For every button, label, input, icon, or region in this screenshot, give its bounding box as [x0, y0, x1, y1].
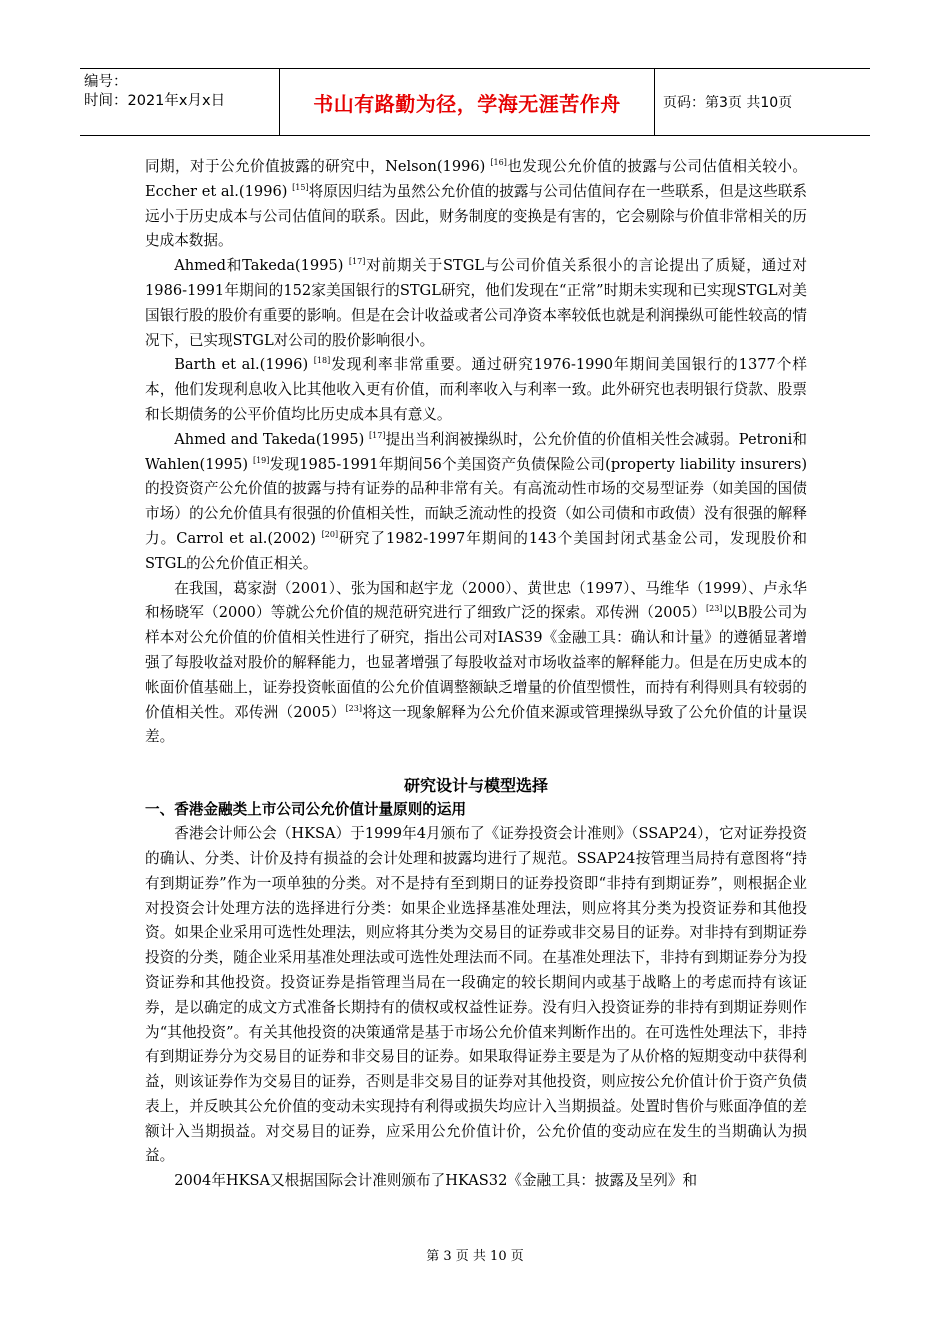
- citation-marker: [16]: [490, 158, 507, 167]
- citation-marker: [17]: [369, 430, 386, 440]
- citation-marker: [23]: [345, 703, 362, 713]
- section-title: 研究设计与模型选择: [403, 776, 548, 796]
- header-page-number: 页码：第3页 共10页: [663, 95, 793, 111]
- body-paragraph: Ahmed和Takeda(1995) [17]对前期关于STGL与公司价值关系很小的言论提出了质疑，通过对1986-1991年期间的152家美国银行的STGL研究，他们发现在“正常”时期未实现和已实现STGL对美国银行股的股价有重要的影响。但是在会计收益或者公司净资本率较低也就是利润操纵可能性较高的情况下，已实现STGL对公司的股价影响很小。: [145, 257, 807, 349]
- page-footer: 第 3 页 共 10 页: [426, 1249, 524, 1264]
- section-paragraphs: [145, 822, 807, 1194]
- header-motto: 书山有路勤为径，学海无涯苦作舟: [280, 69, 655, 135]
- body-paragraph: Ahmed and Takeda(1995) [17]提出当利润被操纵时，公允价值的价值相关性会减弱。Petroni和Wahlen(1995) [19]发现1985-1991年期间56个美国资产负债保险公司(property liability insurers)的投资资产公允价值的披露与持有证券的品种非常有关。有高流动性市场的交易型证券（如美国的国债市场）的公允价值具有很强的价值相关性，而缺乏流动性的投资（如公司债和市政债）没有很强的解释力。Carrol et al.(2002) [20]研究了1982-1997年期间的143个美国封闭式基金公司，发现股价和STGL的公允价值正相关。: [145, 430, 808, 572]
- citation-marker: [19]: [252, 455, 270, 465]
- page-header: [80, 68, 870, 136]
- body-paragraph: 在我国，葛家澍（2001）、张为国和赵宇龙（2000）、黄世忠（1997）、马维华（1999）、卢永华和杨晓军（2000）等就公允价值的规范研究进行了细致广泛的探索。邓传洲（2005）[23]以B股公司为样本对公允价值的价值相关性进行了研究，指出公司对IAS39《金融工具：确认和计量》的遵循显著增强了每股收益对股价的解释能力，也显著增强了每股收益对市场收益率的解释能力。但是在历史成本的帐面价值基础上，证券投资帐面值的公允价值调整额缺乏增量的价值型惯性，而持有利得则具有较弱的价值相关性。邓传洲（2005）[23]将这一现象解释为公允价值来源或管理操纵导致了公允价值的计量误差。: [145, 579, 807, 746]
- body-paragraph: 香港会计师公会（HKSA）于1999年4月颁布了《证券投资会计准则》（SSAP24），它对证券投资的确认、分类、计价及持有损益的会计处理和披露均进行了规范。SSAP24按管理当局持有意图将“持有到期证券”作为一项单独的分类。对不是持有至到期日的证券投资即“非持有到期证券”，则根据企业对投资会计处理方法的选择进行分类：如果企业选择基准处理法，则应将其分类为投资证券和其他投资。如果企业采用可选性处理法，则应将其分类为交易目的证券或非交易目的证券。对非持有到期证券投资的分类，随企业采用基准处理法或可选性处理法而不同。在基准处理法下，非持有到期证券分为投资证券和其他投资。投资证券是指管理当局在一段确定的较长期间内或基于战略上的考虑而持有该证券，是以确定的成文方式准备长期持有的债权或权益性证券。没有归入投资证券的非持有到期证券则作为“其他投资”。有关其他投资的决策通常是基于市场公允价值来判断作出的。在可选性处理法下，非持有到期证券分为交易目的证券和非交易目的证券。如果取得证券主要是为了从价格的短期变动中获得利益，则该证券作为交易目的证券，否则是非交易目的证券对其他投资，则应按公允价值计价于资产负债表上，并反映其公允价值的变动未实现持有利得或损失均应计入当期损益。处置时售价与账面净值的差额计入当期损益。对交易目的证券，应采用公允价值计价，公允价值的变动应在发生的当期确认为损益。: [145, 825, 807, 1165]
- document-body: [145, 155, 807, 1194]
- citation-marker: [23]: [706, 604, 723, 614]
- intro-paragraphs: [145, 155, 807, 750]
- citation-marker: [17]: [348, 257, 366, 267]
- citation-marker: [18]: [313, 356, 331, 366]
- subsection-title: 一、香港金融类上市公司公允价值计量原则的运用: [145, 801, 467, 819]
- body-paragraph: Barth et al.(1996) [18]发现利率非常重要。通过研究1976-1990年期间美国银行的1377个样本，他们发现利息收入比其他收入更有价值，而利率收入与利率一致。此外研究也表明银行贷款、股票和长期债务的公平价值均比历史成本具有意义。: [145, 356, 807, 423]
- header-info-cell: [80, 69, 280, 135]
- citation-marker: [20]: [321, 529, 339, 539]
- document-number-label: 编号：: [84, 74, 128, 90]
- body-paragraph: 2004年HKSA又根据国际会计准则颁布了HKAS32《金融工具：披露及呈列》和: [174, 1172, 698, 1190]
- document-date-label: 时间：2021年x月x日: [84, 93, 226, 109]
- body-paragraph: 同期，对于公允价值披露的研究中，Nelson(1996) [16]也发现公允价值的披露与公司估值相关较小。Eccher et al.(1996) [15]将原因归结为虽然公允价值的披露与公司估值间存在一些联系，但是这些联系远小于历史成本与公司估值间的联系。因此，财务制度的变换是有害的，它会剔除与价值非常相关的历史成本数据。: [145, 158, 807, 250]
- citation-marker: [15]: [292, 182, 309, 192]
